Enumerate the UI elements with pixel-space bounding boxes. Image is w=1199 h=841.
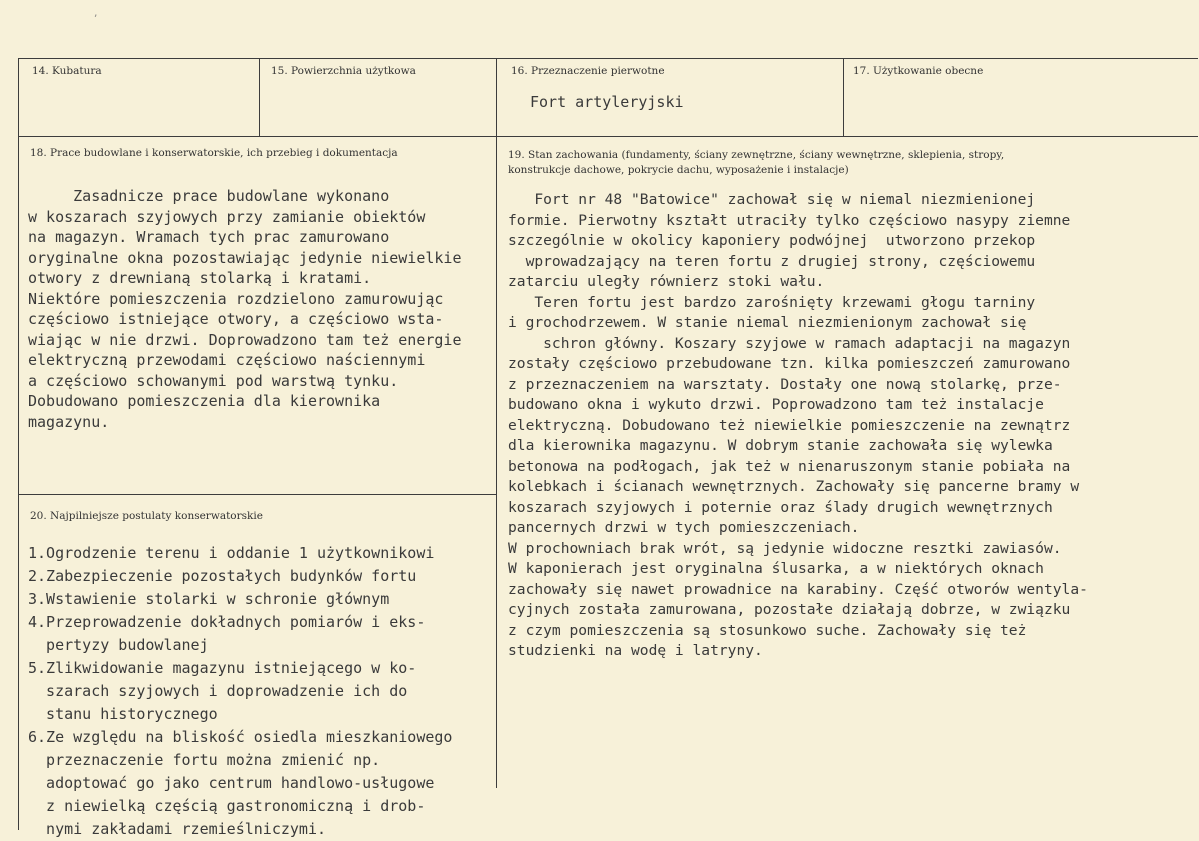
text-line: Fort nr 48 "Batowice" zachował się w niemal niezmienionej (508, 191, 1036, 208)
postulate-continuation: pertyzy budowlanej (28, 636, 209, 654)
postulate-item (28, 588, 452, 611)
postulate-text: 1.Ogrodzenie terenu i oddanie 1 użytkownikowi (28, 544, 435, 562)
text-line: zachowały się nawet prowadnice na karabiny. Część otworów wentyla- (508, 580, 1088, 598)
left-border (18, 58, 19, 830)
text-line: dla kierownika magazynu. W dobrym stanie zachowała się wylewka (508, 437, 1053, 454)
postulate-continuation: adoptować go jako centrum handlowo-usługowe (28, 774, 435, 792)
text-line: na magazyn. Wramach tych prac zamurowano (28, 228, 390, 246)
row-divider (18, 136, 1198, 137)
postulate-continuation: szarach szyjowych i doprowadzenie ich do (28, 682, 408, 700)
text-line: studzienki na wodę i latryny. (508, 642, 763, 659)
text-line: zostały częściowo przebudowane tzn. kilka pomieszczeń zamurowano (508, 355, 1071, 372)
text-line: koszarach szyjowych i poternie oraz ślady drugich wewnętrznych (508, 498, 1053, 516)
postulate-item (28, 611, 452, 657)
text-line: pancernych drzwi w tych pomieszczeniach. (508, 519, 860, 536)
text-line: schron główny. Koszary szyjowe w ramach adaptacji na magazyn (508, 334, 1071, 352)
text-line: oryginalne okna pozostawiając jedynie niewielkie (28, 248, 462, 267)
text-line: Niektóre pomieszczenia rozdzielono zamurowując (28, 289, 444, 308)
postulate-text: 5.Zlikwidowanie magazynu istniejącego w ko- (28, 659, 417, 677)
text-line: W prochowniach brak wrót, są jedynie widoczne resztki zawiasów. (508, 539, 1062, 557)
postulate-continuation: stanu historycznego (28, 705, 218, 723)
text-line: magazynu. (28, 412, 110, 431)
postulate-item (28, 542, 452, 565)
text-line: formie. Pierwotny kształt utraciły tylko częściowo nasypy ziemne (508, 211, 1071, 229)
text-line: i grochodrzewem. W stanie niemal niezmienionym zachował się (508, 314, 1027, 331)
postulate-item (28, 657, 452, 726)
field-17-label: 17. Użytkowanie obecne (853, 65, 984, 77)
text-line: elektryczną przewodami częściowo naściennymi (28, 351, 426, 369)
text-line: betonowa na podłogach, jak też w nienaruszonym stanie pobiała na (508, 457, 1071, 475)
text-line: Dobudowano pomieszczenia dla kierownika (28, 392, 381, 410)
col-divider-1 (259, 58, 260, 136)
text-line: Zasadnicze prace budowlane wykonano (28, 187, 390, 205)
postulate-continuation: nymi zakładami rzemieślniczymi. (28, 820, 327, 838)
text-line: w koszarach szyjowych przy zamianie obiektów (28, 207, 426, 226)
condition-text (508, 190, 1088, 662)
postulate-continuation: z niewielką częścią gastronomiczną i drob- (28, 797, 426, 815)
text-line: zatarciu uległy równierz stoki wału. (508, 273, 825, 290)
field-16-label: 16. Przeznaczenie pierwotne (511, 65, 665, 77)
text-line: otwory z drewnianą stolarką i kratami. (28, 269, 372, 287)
text-line: wiając w nie drzwi. Doprowadzono tam też energie (28, 330, 462, 349)
text-line: szczególnie w okolicy kaponiery podwójnej utworzono przekop (508, 232, 1036, 249)
text-line: częściowo istniejące otwory, a częściowo wsta- (28, 310, 444, 328)
text-line: wprowadzający na teren fortu z drugiej strony, częściowemu (508, 252, 1036, 270)
text-line: z przeznaczeniem na warsztaty. Dostały one nową stolarkę, prze- (508, 375, 1062, 393)
left-split-divider (18, 494, 496, 495)
field-15-label: 15. Powierzchnia użytkowa (271, 65, 416, 77)
postulate-item (28, 565, 452, 588)
field-14-label: 14. Kubatura (32, 65, 102, 77)
text-line: Teren fortu jest bardzo zarośnięty krzewami głogu tarniny (508, 293, 1036, 311)
text-line: cyjnych została zamurowana, pozostałe działają dobrze, w związku (508, 601, 1071, 618)
text-line: a częściowo schowanymi pod warstwą tynku. (28, 371, 399, 390)
field-19-label-line2: konstrukcje dachowe, pokrycie dachu, wyposażenie i instalacje) (508, 164, 849, 176)
postulate-item (28, 726, 452, 841)
postulate-text: 4.Przeprowadzenie dokładnych pomiarów i eks- (28, 613, 426, 631)
top-border (18, 58, 1198, 59)
postulate-text: 3.Wstawienie stolarki w schronie głównym (28, 590, 390, 608)
page-mark: ’ (94, 14, 98, 25)
postulate-text: 2.Zabezpieczenie pozostałych budynków fortu (28, 567, 417, 585)
works-text (28, 186, 461, 432)
field-20-label: 20. Najpilniejsze postulaty konserwatorskie (30, 510, 263, 522)
text-line: W kaponierach jest oryginalna ślusarka, a w niektórych oknach (508, 560, 1044, 577)
postulates-list (28, 542, 452, 841)
text-line: elektryczną. Dobudowano też niewielkie pomieszczenie na zewnątrz (508, 416, 1071, 434)
field-18-label: 18. Prace budowlane i konserwatorskie, ich przebieg i dokumentacja (30, 147, 398, 159)
text-line: z czym pomieszczenia są stosunkowo suche. Zachowały się też (508, 621, 1027, 639)
postulate-text: 6.Ze względu na bliskość osiedla mieszkaniowego (28, 728, 453, 746)
col-divider-main (496, 58, 497, 788)
text-line: kolebkach i ścianach wewnętrznych. Zachowały się pancerne bramy w (508, 478, 1080, 495)
field-19-label-line1: 19. Stan zachowania (fundamenty, ściany zewnętrzne, ściany wewnętrzne, sklepienia, stropy, (508, 149, 1005, 161)
postulate-continuation: przeznaczenie fortu można zmienić np. (28, 751, 381, 769)
field-16-value: Fort artyleryjski (530, 93, 684, 111)
col-divider-3 (843, 58, 844, 136)
text-line: budowano okna i wykuto drzwi. Poprowadzono tam też instalacje (508, 396, 1044, 413)
